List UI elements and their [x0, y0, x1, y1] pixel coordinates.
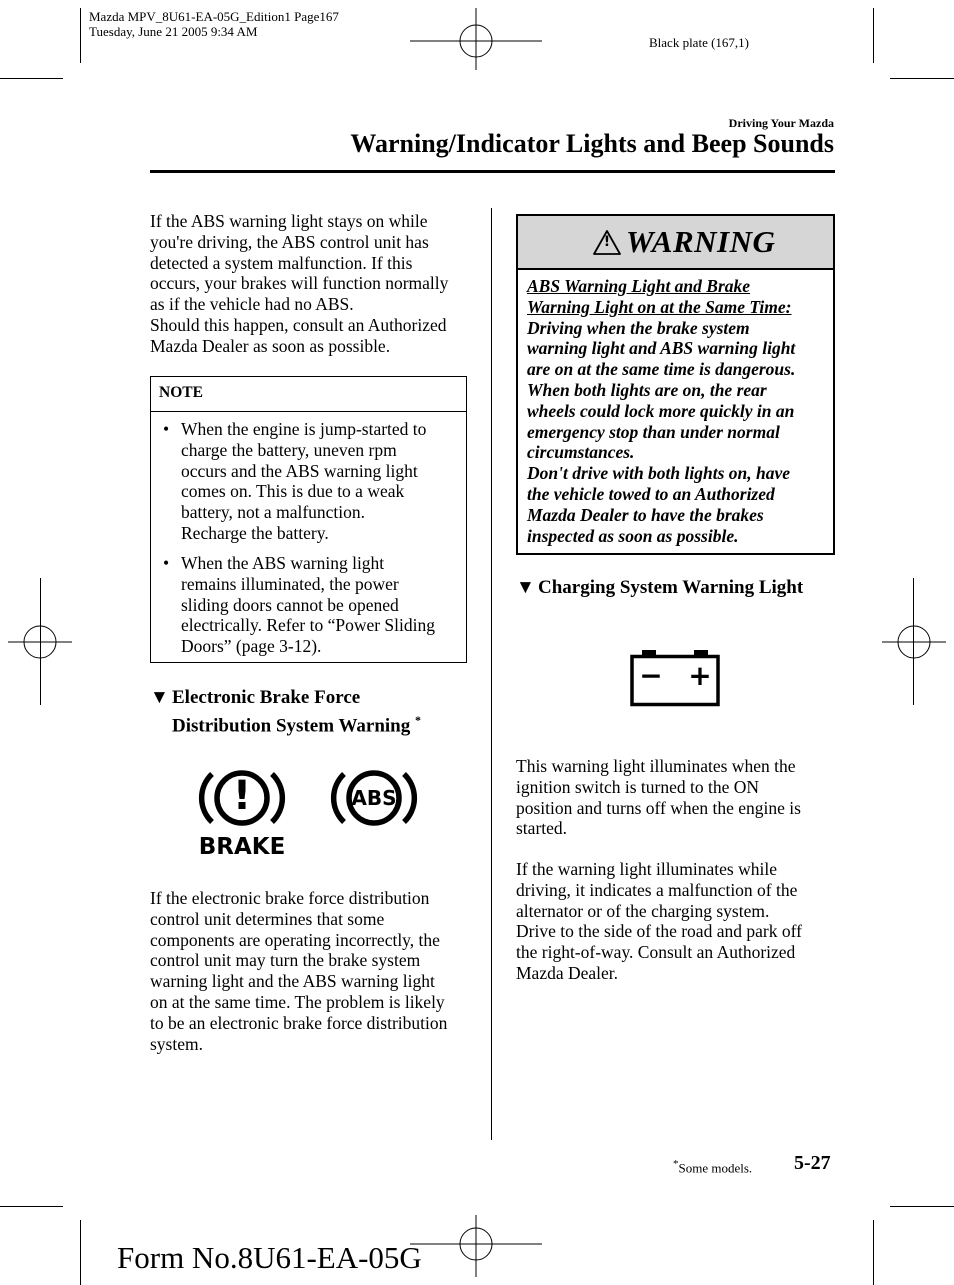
page-number: 5-27	[794, 1152, 831, 1174]
text-line: wheels could lock more quickly in an	[527, 400, 795, 421]
charging-heading-text: Charging System Warning Light	[538, 577, 804, 598]
warning-header	[518, 216, 833, 270]
registration-mark-top	[410, 8, 542, 70]
note-item	[159, 553, 457, 657]
text-line: components are operating incorrectly, the	[150, 929, 440, 950]
text-line: sliding doors cannot be opened	[181, 594, 399, 615]
print-meta-line1: Mazda MPV_8U61-EA-05G_Edition1 Page167	[89, 9, 339, 24]
text-line: Should this happen, consult an Authorized	[150, 314, 447, 335]
plate-label: Black plate (167,1)	[649, 35, 749, 50]
section-name: Driving Your Mazda	[728, 116, 834, 130]
form-number: Form No.8U61-EA-05G	[117, 1240, 422, 1275]
text-line: inspected as soon as possible.	[527, 525, 739, 546]
text-line: electrically. Refer to “Power Sliding	[181, 615, 435, 636]
text-line: If the ABS warning light stays on while	[150, 211, 428, 231]
page-title: Warning/Indicator Lights and Beep Sounds	[350, 129, 834, 158]
print-meta	[89, 9, 339, 39]
brake-symbol: !	[232, 773, 252, 819]
text-line: the vehicle towed to an Authorized	[527, 483, 775, 504]
footnote	[673, 1158, 752, 1176]
text-line: charge the battery, uneven rpm	[181, 439, 397, 460]
text-line: Driving when the brake system	[527, 317, 750, 338]
battery-plus: +	[688, 659, 712, 692]
warning-triangle-symbol: !	[603, 234, 611, 250]
note-box	[150, 376, 467, 663]
text-line: Mazda Dealer as soon as possible.	[150, 335, 391, 356]
text-line: battery, not a malfunction.	[181, 502, 366, 523]
warning-subtitle-line: ABS Warning Light and Brake	[527, 276, 751, 296]
text-line: Mazda Dealer to have the brakes	[527, 504, 764, 525]
triangle-marker-icon: ▼	[150, 687, 169, 708]
charging-paragraph-2	[516, 859, 846, 984]
charging-paragraph-1	[516, 756, 846, 839]
text-line: If the electronic brake force distribution	[150, 888, 430, 908]
text-line: When the ABS warning light	[181, 553, 385, 573]
text-line: This warning light illuminates when the	[516, 756, 796, 776]
text-line: warning light and ABS warning light	[527, 338, 796, 359]
text-line: to be an electronic brake force distribution	[150, 1012, 448, 1033]
text-line: the right-of-way. Consult an Authorized	[516, 942, 796, 963]
text-line: Recharge the battery.	[181, 522, 329, 543]
ebd-paragraph	[150, 888, 480, 1054]
warning-label: WARNING	[626, 224, 776, 259]
text-line: comes on. This is due to a weak	[181, 481, 405, 502]
text-line: warning light and the ABS warning light	[150, 971, 435, 992]
title-rule	[150, 170, 835, 173]
text-line: driving, it indicates a malfunction of the	[516, 879, 798, 900]
column-divider	[491, 208, 492, 1140]
text-line: Mazda Dealer.	[516, 962, 619, 983]
text-line: alternator or of the charging system.	[516, 900, 770, 921]
print-meta-line2: Tuesday, June 21 2005 9:34 AM	[89, 24, 258, 39]
text-line: If the warning light illuminates while	[516, 859, 777, 879]
text-line: occurs, your brakes will function normally	[150, 273, 449, 294]
warning-subtitle-line: Warning Light on at the Same Time:	[527, 296, 792, 317]
text-line: emergency stop than under normal	[527, 421, 780, 442]
registration-mark-left	[8, 612, 72, 672]
text-line: occurs and the ABS warning light	[181, 460, 418, 481]
ebd-heading	[150, 686, 480, 737]
text-line: control unit may turn the brake system	[150, 950, 421, 971]
text-line: Doors” (page 3-12).	[181, 636, 322, 657]
ebd-heading-line2: Distribution System Warning	[172, 715, 411, 737]
text-line: on at the same time. The problem is likely	[150, 991, 445, 1012]
text-line: Drive to the side of the road and park off	[516, 921, 802, 942]
text-line: When both lights are on, the rear	[527, 379, 767, 400]
bullet: •	[163, 419, 170, 439]
text-line: as if the vehicle had no ABS.	[150, 294, 354, 315]
charging-heading	[516, 576, 846, 599]
warning-body	[527, 276, 827, 546]
brake-label: BRAKE	[198, 834, 286, 860]
battery-warning-icon	[630, 649, 720, 707]
text-line: position and turns off when the engine is	[516, 797, 801, 818]
text-line: circumstances.	[527, 442, 635, 463]
text-line: Don't drive with both lights on, have	[527, 463, 791, 484]
bullet: •	[163, 553, 170, 573]
triangle-marker-icon: ▼	[516, 577, 535, 598]
registration-mark-right	[882, 612, 946, 672]
footnote-text: Some models.	[678, 1160, 753, 1176]
registration-mark-bottom	[410, 1215, 542, 1277]
abs-label: ABS	[351, 786, 397, 810]
ebd-heading-line1: Electronic Brake Force	[172, 687, 361, 708]
footnote-star-icon: *	[415, 713, 421, 727]
brake-warning-icon	[196, 764, 288, 860]
footnote-star-icon: *	[673, 1158, 679, 1170]
battery-minus: −	[639, 659, 663, 692]
warning-box	[516, 214, 835, 555]
text-line: When the engine is jump-started to	[181, 419, 427, 439]
text-line: are on at the same time is dangerous.	[527, 359, 796, 380]
abs-warning-icon	[328, 764, 420, 832]
text-line: you're driving, the ABS control unit has	[150, 231, 429, 252]
text-line: system.	[150, 1033, 203, 1054]
text-line: detected a system malfunction. If this	[150, 252, 413, 273]
note-label: NOTE	[151, 377, 466, 412]
note-item	[159, 419, 457, 544]
text-line: started.	[516, 818, 568, 839]
text-line: ignition switch is turned to the ON	[516, 776, 760, 797]
text-line: remains illuminated, the power	[181, 573, 399, 594]
text-line: control unit determines that some	[150, 908, 385, 929]
abs-intro-paragraph	[150, 211, 475, 357]
